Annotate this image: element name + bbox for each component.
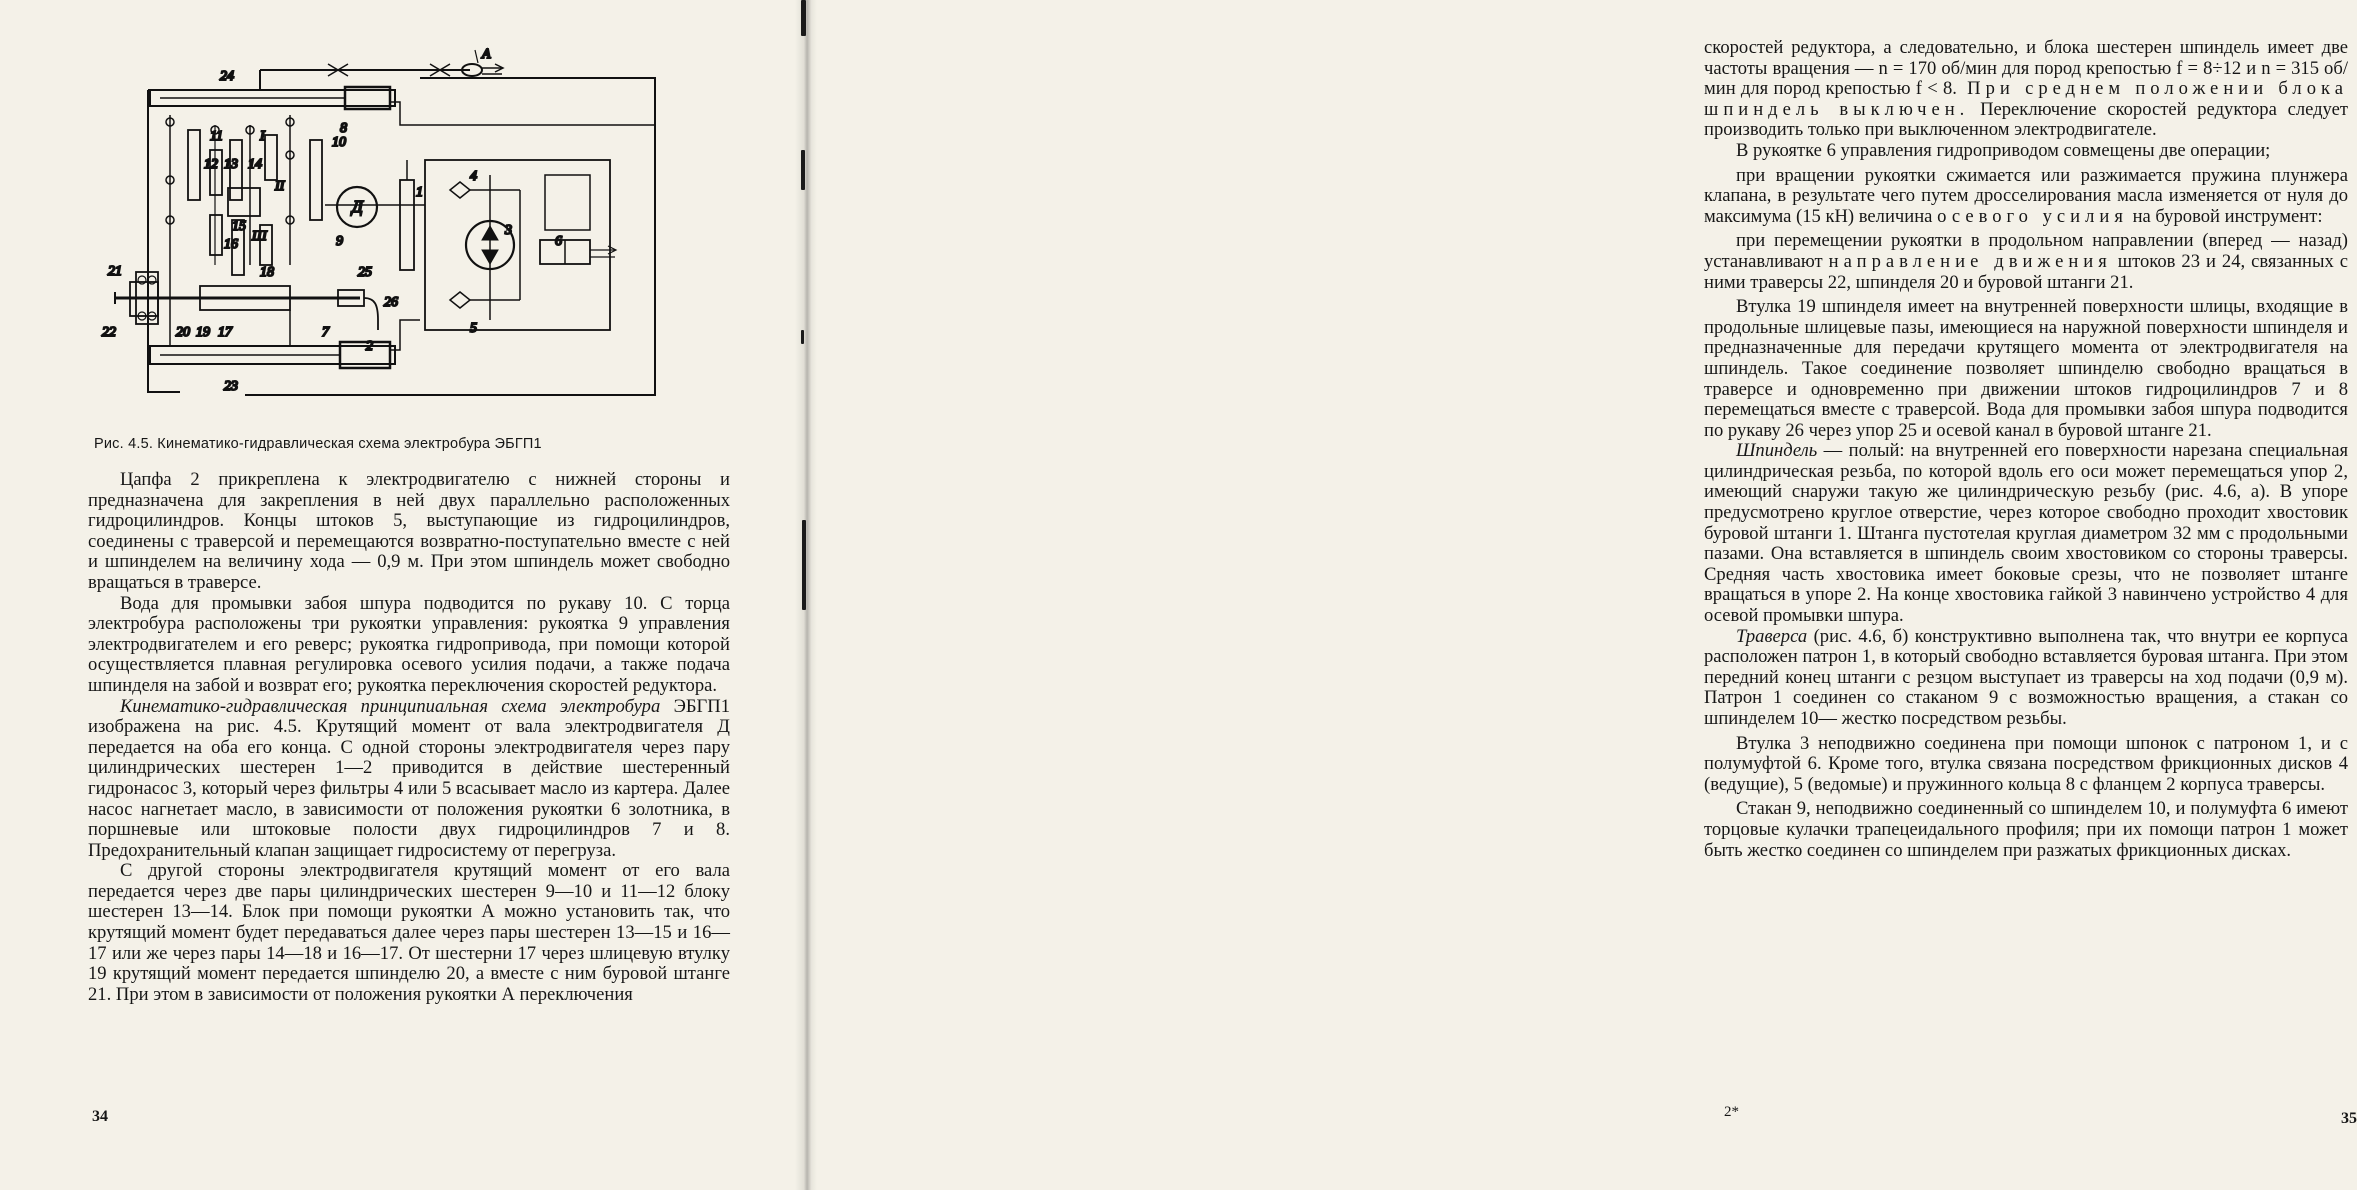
label-18: 18 <box>260 265 274 280</box>
label-11: 11 <box>210 129 223 144</box>
paragraph: Стакан 9, неподвижно соединенный со шпинделем 10, и полумуфта 6 имеют торцовые кулачки трапецеидального профиля; при их помощи патрон 1 может быть жестко соединен со шпинделем при разжатых фрикционных дисках. <box>1704 798 2348 861</box>
gutter-scan-mark <box>802 520 806 610</box>
left-body-text <box>88 470 730 1005</box>
paragraph: Цапфа 2 прикреплена к электродвигателю с нижней стороны и предназначена для закрепления в ней двух параллельно расположенных гидроцилиндров. Концы штоков 5, выступающие из гидроцилиндров, соединены с траверсой и перемещаются возвратно-поступательно вместе с ней и шпинделем на величину хода — 0,9 м. При этом шпиндель может свободно вращаться в траверсе. <box>88 469 730 593</box>
paragraph-text: — полый: на внутренней его поверхности нарезана специальная цилиндрическая резьба, по которой вдоль его оси может перемещаться упор 2, имеющий снаружи такую же цилиндрическую резьбу (рис. 4.6, а). В упоре предусмотрено круглое отверстие, через которое свободно проходит хвостовик буровой штанги 1. Штанга пустотелая круглая диаметром 32 мм с продольными пазами. Она вставляется в шпиндель своим хвостовиком со стороны траверсы. Средняя часть хвостовика имеет боковые срезы, что не позволяет штанге вращаться в упоре 2. На конце хвостовика гайкой 3 навинчено устройство 4 для осевой промывки шпура. <box>1704 440 2348 627</box>
italic-term: Траверса <box>1736 625 1808 647</box>
paragraph <box>1704 38 2348 141</box>
left-page <box>0 0 800 1190</box>
label-17: 17 <box>218 325 232 340</box>
label-25: 25 <box>358 265 372 280</box>
label-roman-III: Ш <box>252 229 267 244</box>
italic-term: Кинематико-гидравлическая принципиальная схема электробура <box>120 695 661 717</box>
paragraph-text: штоков 23 и 24, связанных с ними траверсы 22, шпинделя 20 и буровой штанги 21. <box>1704 250 2348 293</box>
paragraph-text: (рис. 4.6, б) конструктивно выполнена так, что внутри ее корпуса расположен патрон 1, в который свободно вставляется буровая штанга. При этом передний конец штанги с резцом выступает из траверсы на ход подачи (0,9 м). Патрон 1 соединен со стаканом 9 с возможностью вращения, а стакан со шпинделем 10— жестко посредством резьбы. <box>1704 625 2348 729</box>
label-9: 9 <box>336 234 343 249</box>
italic-term: Шпиндель <box>1736 440 1818 462</box>
paragraph-text: при вращении рукоятки сжимается или разжимается пружина плунжера клапана, в результате чего путем дросселирования масла изменяется от нуля до максимума (15 кН) величина <box>1704 164 2348 227</box>
paragraph: Вода для промывки забоя шпура подводится по рукаву 10. С торца электробура расположены три рукоятки управления: рукоятка 9 управления электродвигателем и его реверс; рукоятка гидропривода, при помощи которой осуществляется плавная регулировка осевого усилия подачи, а также подача шпинделя на забой и возврат его; рукоятка переключения скоростей редуктора. <box>88 592 730 696</box>
label-7: 7 <box>322 325 329 340</box>
paragraph-text: при перемещении рукоятки в продольном направлении (вперед — назад) устанавливают <box>1704 230 2348 272</box>
label-16: 16 <box>224 237 238 252</box>
label-19: 19 <box>196 325 210 340</box>
paragraph <box>1704 231 2348 293</box>
label-roman-II: II <box>275 179 285 194</box>
label-D: Д <box>352 197 363 216</box>
gutter-scan-mark <box>801 0 806 36</box>
paragraph: Втулка 19 шпинделя имеет на внутренней поверхности шлицы, входящие в продольные шлицевые пазы, имеющиеся на наружной поверхности шпинделя и предназначенные для передачи крутящего момента от электродвигателя на шпиндель. Такое соединение позволяет шпинделю свободно вращаться в траверсе и одновременно при движении штоков гидроцилиндров 7 и 8 перемещаться вместе с траверсой. Вода для промывки забоя шпура подводится по рукаву 26 через упор 25 и осевой канал в буровой штанге 21. <box>1704 296 2348 441</box>
label-6: 6 <box>555 234 562 249</box>
paragraph: В рукоятке 6 управления гидроприводом совмещены две операции; <box>1736 139 2271 161</box>
signature-mark: 2* <box>1724 1104 1739 1120</box>
label-15: 15 <box>232 219 246 234</box>
gutter-scan-mark <box>801 150 805 190</box>
label-8: 8 <box>340 121 347 136</box>
paragraph: Втулка 3 неподвижно соединена при помощи шпонок с патроном 1, и с полумуфтой 6. Кроме того, втулка связана посредством фрикционных дисков 4 (ведущие), 5 (ведомые) и пружинного кольца 8 с фланцем 2 корпуса траверсы. <box>1704 732 2348 795</box>
diagram-svg <box>100 47 720 430</box>
spaced-emphasis: При среднем положении блока шпиндель выключен. <box>1704 78 2348 120</box>
label-4: 4 <box>470 169 477 184</box>
right-body-text <box>1704 38 2348 861</box>
label-21: 21 <box>108 264 122 279</box>
label-10: 10 <box>332 135 346 150</box>
paragraph <box>1704 166 2348 228</box>
label-roman-I: I <box>260 129 265 144</box>
gutter-scan-mark <box>801 330 804 344</box>
label-24: 24 <box>220 69 234 84</box>
label-14: 14 <box>248 157 262 172</box>
paragraph-text: Переключение скоростей редуктора следует производить только при выключенном электродвигателе. <box>1704 98 2348 141</box>
paragraph <box>1704 441 2348 626</box>
right-page <box>820 0 2357 1190</box>
paragraph-text: ЭБГП1 изображена на рис. 4.5. Крутящий момент от вала электродвигателя Д передается на оба его конца. С одной стороны электродвигателя через пару цилиндрических шестерен 1—2 приводится в действие шестеренный гидронасос 3, который через фильтры 4 или 5 всасывает масло из картера. Далее насос нагнетает масло, в зависимости от положения рукоятки 6 золотника, в поршневые или штоковые полости двух гидроцилиндров 7 и 8. Предохранительный клапан защищает гидросистему от перегруза. <box>88 695 731 861</box>
spaced-emphasis: направление движения <box>1828 250 2112 272</box>
label-A: А <box>482 47 491 62</box>
paragraph-text: на буровой инструмент: <box>2127 205 2323 227</box>
label-20: 20 <box>176 325 190 340</box>
figure-caption: Рис. 4.5. Кинематико-гидравлическая схема электробура ЭБГП1 <box>94 436 542 452</box>
label-13: 13 <box>224 157 238 172</box>
page-number: 35 <box>2341 1110 2357 1127</box>
label-22: 22 <box>102 325 116 340</box>
kinematic-hydraulic-diagram <box>100 47 720 430</box>
spaced-emphasis: осевого усилия <box>1937 205 2128 227</box>
label-5: 5 <box>470 321 477 336</box>
paragraph <box>1704 627 2348 730</box>
label-3: 3 <box>505 223 512 238</box>
label-23: 23 <box>224 379 238 394</box>
label-12: 12 <box>204 157 218 172</box>
label-2: 2 <box>366 339 373 354</box>
page-number: 34 <box>92 1108 108 1125</box>
paragraph <box>88 697 730 862</box>
paragraph-text: скоростей редуктора, а следовательно, и блока шестерен шпиндель имеет две частоты вращения — n = 170 об/мин для пород крепостью f = 8÷12 и n = 315 об/мин для пород крепостью f < 8. <box>1704 37 2348 100</box>
label-26: 26 <box>384 295 398 310</box>
paragraph: С другой стороны электродвигателя крутящий момент от его вала передается через две пары цилиндрических шестерен 9—10 и 11—12 блоку шестерен 13—14. Блок при помощи рукоятки А можно установить так, что крутящий момент будет передаваться далее через пары шестерен 13—15 и 16—17 или же через пары 14—18 и 16—17. От шестерни 17 через шлицевую втулку 19 крутящий момент передается шпинделю 20, а вместе с ним буровой штанге 21. При этом в зависимости от положения рукоятки А переключения <box>88 860 730 1005</box>
label-1: 1 <box>416 185 423 200</box>
